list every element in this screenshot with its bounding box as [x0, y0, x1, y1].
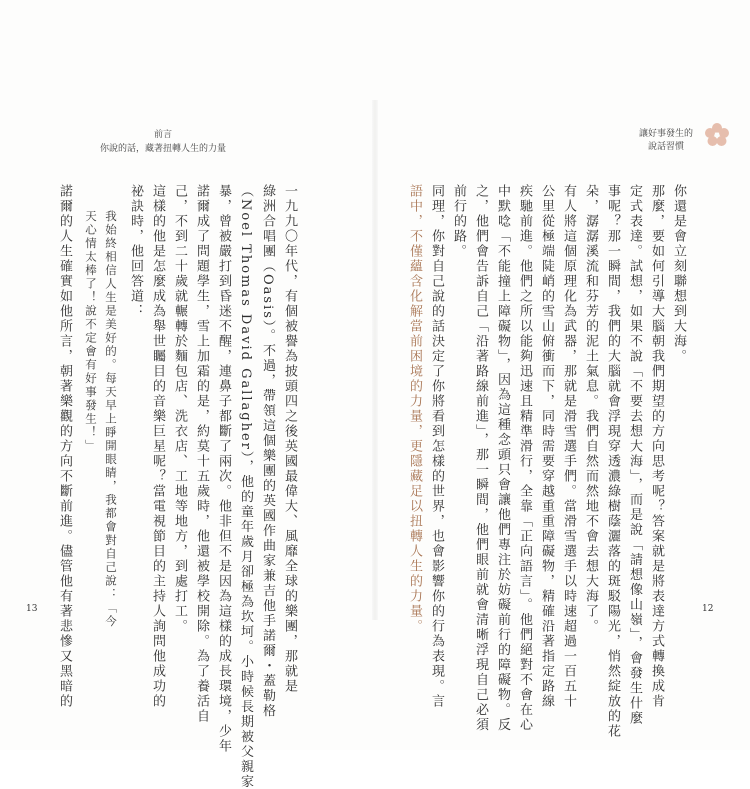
left-col-7: 這樣的他是怎麼成為舉世矚目的音樂巨星呢？當電視節目的主持人詢問他成功的	[150, 184, 165, 709]
left-quote-col-2: 天心情太棒了！說不定會有好事發生！」	[84, 210, 98, 453]
left-col-9: 諾爾的人生確實如他所言，朝著樂觀的方向不斷前進。儘管他有著悲慘又黑暗的	[57, 184, 72, 709]
running-head-left-line1: 前言	[154, 130, 173, 140]
flower-icon	[702, 120, 732, 150]
right-col-13-emphasis: 語中，不僅蘊含化解當前困境的力量，更隱藏足以扭轉人生的力量。	[407, 184, 422, 634]
right-col-3: 定式表達。試想，如果不說「不要去想大海」，而是說「請想像山嶺」，會發生什麼	[627, 184, 642, 726]
right-col-12: 同理，你對自己說的話決定了你將看到怎樣的世界，也會影響你的行為表現。言	[429, 184, 444, 709]
right-col-5: 朵，潺潺溪流和芬芳的泥土氣息。我們自然而然地不會去想大海了。	[583, 184, 598, 634]
running-head-right-line2: 說話習慣	[647, 142, 684, 152]
right-col-8: 疾馳前進。他們之所以能夠迅速且精準滑行，全靠「正向語言」。他們絕對不會在心	[517, 184, 532, 733]
left-col-3: （Noel Thomas David Gallagher），他的童年歲月卻極為坎坷。小時候長期被父親家	[238, 184, 253, 789]
right-col-2: 那麼，要如何引導大腦朝我們期望的方向思考呢？答案就是將表達方式轉換成肯	[649, 184, 664, 709]
page-number-left: 13	[26, 604, 38, 614]
left-col-6: 己，不到二十歲就輾轉於麵包店、洗衣店、工地等地方，到處打工。	[172, 184, 187, 634]
right-col-1: 你還是會立刻聯想到大海。	[671, 184, 686, 364]
running-head-left	[100, 128, 226, 156]
right-col-7: 公里從極端陡峭的雪山俯衝而下，同時需要穿越重重障礙物，精確沿著指定路線	[539, 184, 554, 709]
left-col-5: 諾爾成了問題學生，雪上加霜的是，約莫十五歲時，他還被學校開除。為了養活自	[194, 184, 209, 724]
right-col-10: 之，他們會告訴自己「沿著路線前進」，那一瞬間，他們眼前就會清晰浮現自己必須	[473, 184, 488, 733]
page-number-right: 12	[702, 604, 714, 614]
right-col-4: 事呢？那一瞬間，我們的大腦就會浮現穿透濃綠樹蔭灑落的斑駁陽光，悄然綻放的花	[605, 184, 620, 739]
left-col-8: 祕訣時，他回答道：	[128, 184, 143, 319]
right-page	[375, 0, 750, 750]
right-col-9: 中默唸「不能撞上障礙物」，因為這種念頭只會讓他們專注於妨礙前行的障礙物。反	[495, 184, 510, 733]
right-col-11: 前行的路。	[451, 184, 466, 259]
left-col-2: 綠洲合唱團（Oasis）。不過，帶領這個樂團的英國作曲家兼吉他手諾爾・蓋勒格	[260, 184, 275, 719]
left-col-1: 一九九〇年代，有個被譽為披頭四之後英國最偉大、風靡全球的樂團，那就是	[282, 184, 297, 694]
right-col-6: 有人將這個原理化為武器，那就是滑雪選手們。當滑雪選手以時速超過一百五十	[561, 184, 576, 709]
running-head-right-line1: 讓好事發生的	[638, 129, 693, 139]
left-col-4: 暴，曾被嚴打到昏迷不醒，連鼻子都斷了兩次。他非但不是因為這樣的成長環境，少年	[216, 184, 231, 754]
left-quote-col-1: 我始終相信人生是美好的。每天早上睜開眼睛，我都會對自己說：「今	[104, 210, 118, 629]
running-head-left-line2: 你說的話，藏著扭轉人生的力量	[100, 144, 227, 154]
